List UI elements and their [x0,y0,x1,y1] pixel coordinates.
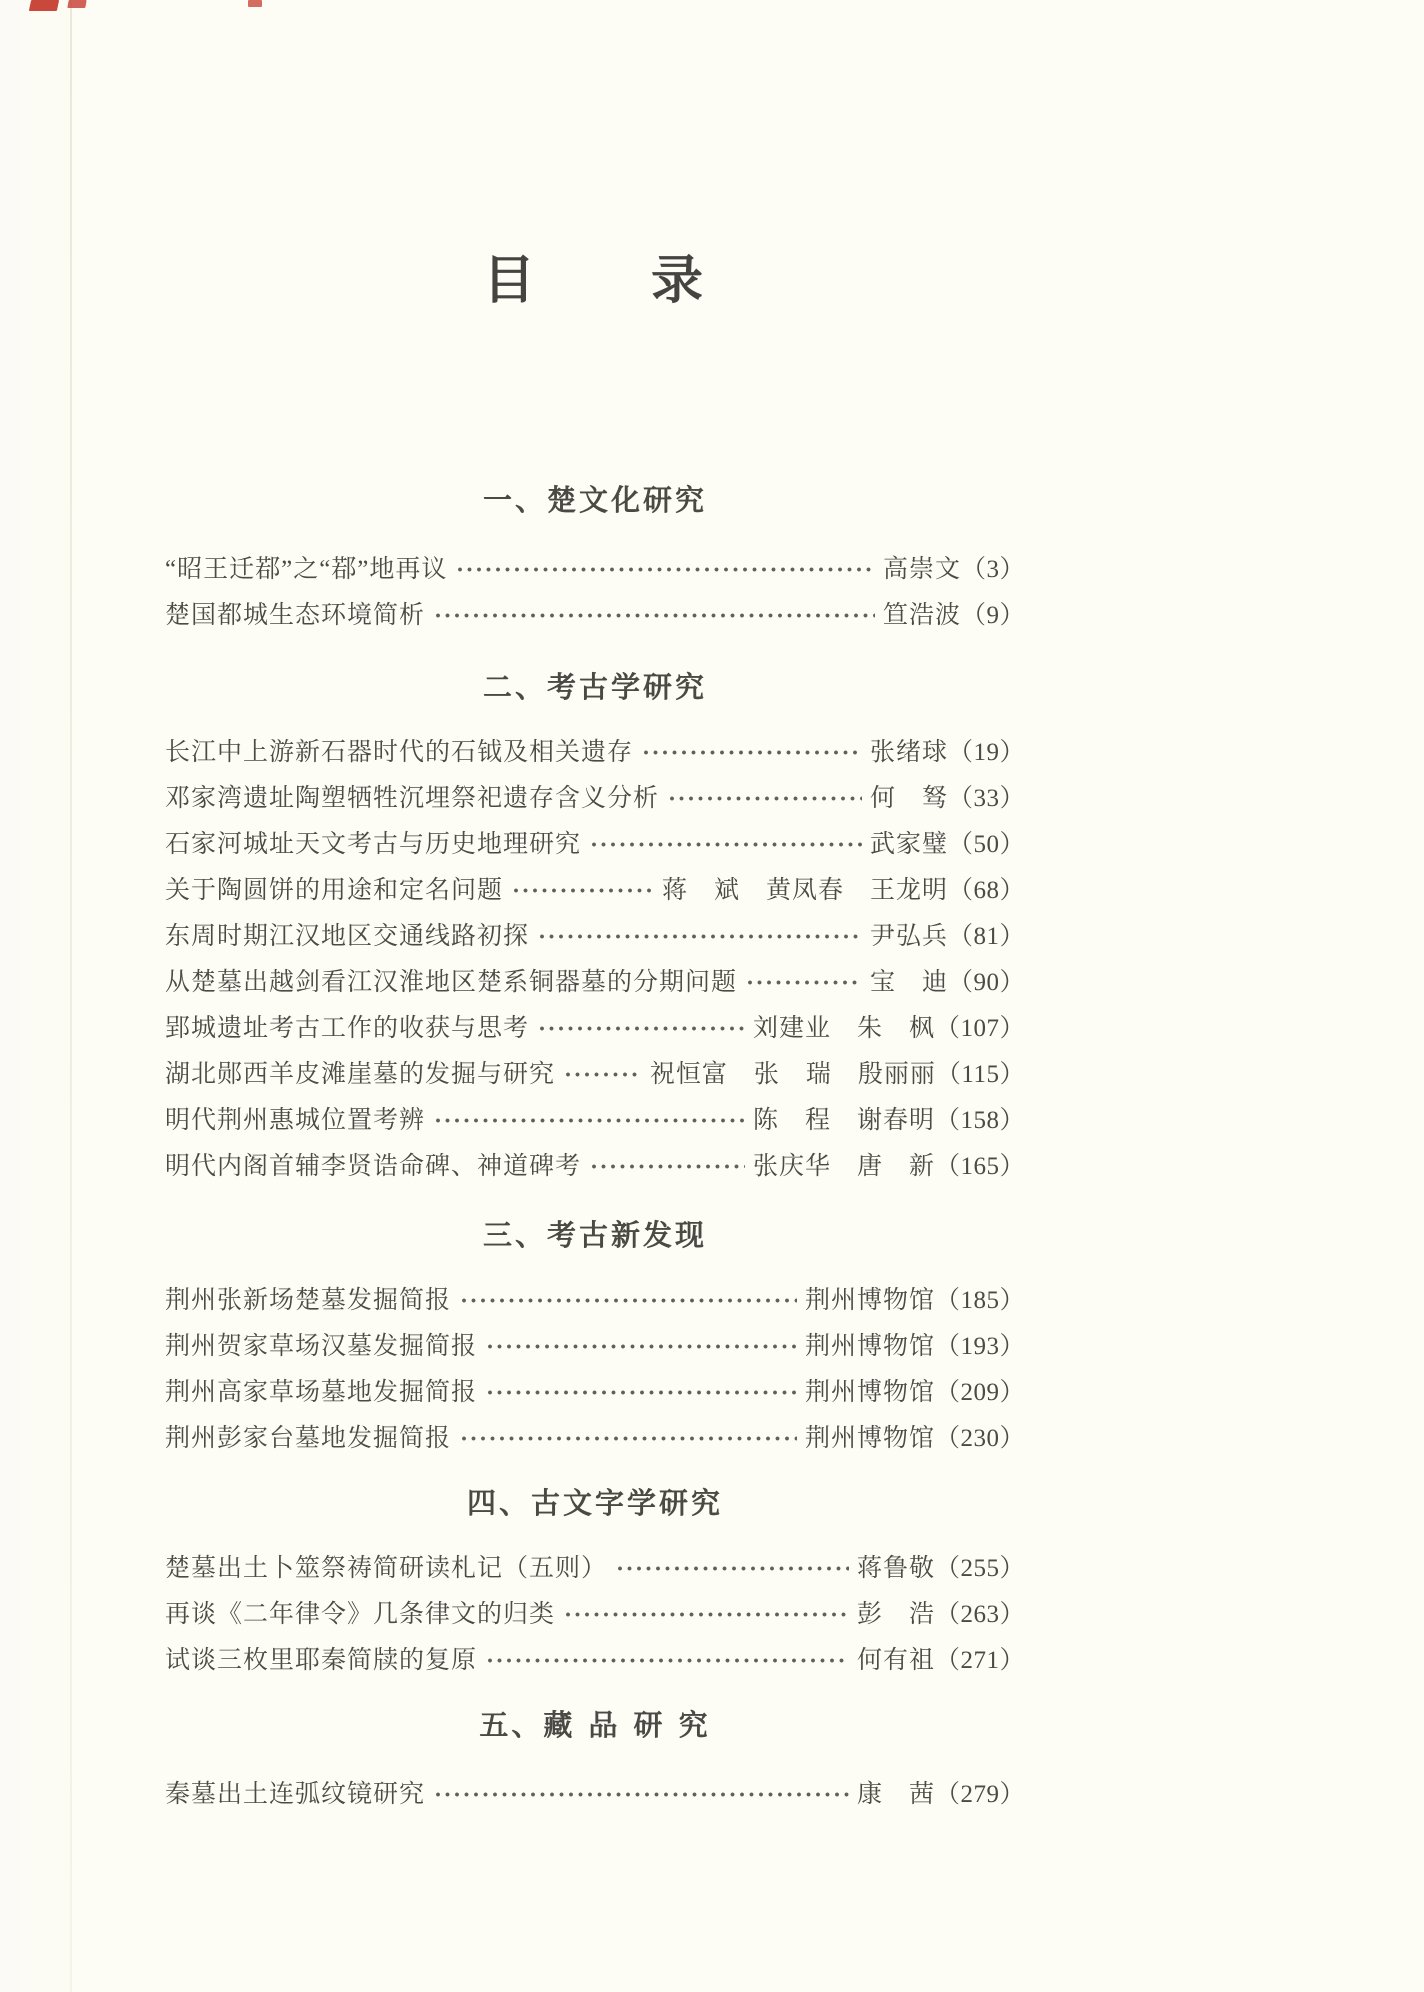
dot-leader [487,1657,849,1665]
toc-section [165,480,1025,636]
section-entries [165,1275,1025,1459]
entry-authors: 尹弘兵 [869,923,948,950]
entry-title: 东周时期江汉地区交通线路初探 [165,923,530,950]
dot-leader [435,612,875,620]
toc-section [165,1705,1025,1815]
entry-page-number: （68） [947,877,1025,904]
toc-entry [165,1367,1025,1413]
toc-entry [165,1095,1025,1141]
section-heading: 四、古文字学研究 [466,1486,723,1520]
toc-entry [165,1413,1025,1459]
entry-authors: 康 茜 [856,1781,935,1808]
toc-entry [165,1003,1025,1049]
entry-authors: 陈 程 谢春明 [752,1107,935,1134]
dot-leader [435,1791,849,1799]
entry-title: 从楚墓出越剑看江汉淮地区楚系铜器墓的分期问题 [165,969,738,996]
entry-page-number: （193） [934,1333,1025,1360]
toc-entry [165,544,1025,590]
section-entries [165,1543,1025,1681]
dot-leader [487,1343,797,1351]
dot-leader [461,1435,797,1443]
dot-leader [435,1117,745,1125]
section-heading: 五、藏 品 研 究 [479,1708,711,1742]
toc-entry [165,590,1025,636]
toc-entry [165,911,1025,957]
entry-page-number: （3） [960,556,1025,583]
entry-page-number: （279） [934,1781,1025,1808]
toc-entry [165,957,1025,1003]
entry-page-number: （263） [934,1601,1025,1628]
entry-title: 湖北郧西羊皮滩崖墓的发掘与研究 [165,1061,556,1088]
dot-leader [617,1565,849,1573]
entry-title: 荆州彭家台墓地发掘简报 [165,1425,452,1452]
section-entries [165,727,1025,1187]
entry-authors: 武家璧 [869,831,948,858]
entry-authors: 荆州博物馆 [804,1287,935,1314]
entry-authors: 笪浩波 [882,602,961,629]
toc-entry [165,1635,1025,1681]
toc-entry [165,1769,1025,1815]
entry-title: 石家河城址天文考古与历史地理研究 [165,831,582,858]
toc-entry [165,1589,1025,1635]
page-title: 目 录 [482,253,707,310]
toc-entry [165,819,1025,865]
section-entries [165,1769,1025,1815]
entry-authors: 刘建业 朱 枫 [752,1015,935,1042]
entry-title: 郢城遗址考古工作的收获与思考 [165,1015,530,1042]
entry-title: 楚墓出土卜筮祭祷简研读札记（五则） [165,1555,608,1582]
entry-title: 明代荆州惠城位置考辨 [165,1107,426,1134]
dot-leader [539,1025,745,1033]
toc-section [165,1215,1025,1459]
toc-sections [165,480,1025,1815]
entry-page-number: （19） [947,739,1025,766]
dot-leader [513,887,654,895]
dot-leader [591,1163,745,1171]
toc-entry [165,1275,1025,1321]
entry-page-number: （107） [934,1015,1025,1042]
entry-authors: 蒋鲁敬 [856,1555,935,1582]
entry-page-number: （185） [934,1287,1025,1314]
entry-page-number: （158） [934,1107,1025,1134]
dot-leader [539,933,862,941]
entry-authors: 荆州博物馆 [804,1333,935,1360]
dot-leader [643,749,862,757]
scan-page-edge-strip [0,0,70,1992]
entry-title: 楚国都城生态环境简析 [165,602,426,629]
entry-authors: 荆州博物馆 [804,1379,935,1406]
dot-leader [461,1297,797,1305]
dot-leader [487,1389,797,1397]
toc-entry [165,1141,1025,1187]
entry-authors: 蒋 斌 黄凤春 王龙明 [661,877,948,904]
entry-title: 荆州张新场楚墓发掘简报 [165,1287,452,1314]
section-heading: 一、楚文化研究 [482,483,707,517]
toc-page [165,0,1025,1815]
entry-page-number: （115） [935,1061,1025,1088]
entry-title: 关于陶圆饼的用途和定名问题 [165,877,504,904]
entry-authors: 高崇文 [882,556,961,583]
entry-authors: 祝恒富 张 瑞 殷丽丽 [649,1061,936,1088]
entry-authors: 张绪球 [869,739,948,766]
dot-leader [591,841,862,849]
dot-leader [669,795,862,803]
dot-leader [565,1071,642,1079]
scan-artifact-red-mark [67,0,86,8]
entry-page-number: （33） [947,785,1025,812]
dot-leader [457,566,875,574]
entry-title: 明代内阁首辅李贤诰命碑、神道碑考 [165,1153,582,1180]
entry-title: 再谈《二年律令》几条律文的归类 [165,1601,556,1628]
entry-authors: 张庆华 唐 新 [752,1153,935,1180]
entry-page-number: （271） [934,1647,1025,1674]
entry-authors: 彭 浩 [856,1601,935,1628]
toc-entry [165,1321,1025,1367]
dot-leader [747,979,862,987]
entry-page-number: （209） [934,1379,1025,1406]
entry-page-number: （50） [947,831,1025,858]
section-entries [165,544,1025,636]
entry-authors: 何 驽 [869,785,948,812]
entry-title: 秦墓出土连弧纹镜研究 [165,1781,426,1808]
entry-title: “昭王迁鄀”之“鄀”地再议 [165,556,448,583]
entry-authors: 荆州博物馆 [804,1425,935,1452]
section-heading: 三、考古新发现 [482,1218,707,1252]
scan-artifact-red-mark [29,0,59,11]
entry-title: 试谈三枚里耶秦简牍的复原 [165,1647,478,1674]
entry-page-number: （9） [960,602,1025,629]
toc-entry [165,727,1025,773]
entry-title: 荆州贺家草场汉墓发掘简报 [165,1333,478,1360]
entry-page-number: （165） [934,1153,1025,1180]
entry-title: 长江中上游新石器时代的石钺及相关遗存 [165,739,634,766]
section-heading: 二、考古学研究 [482,670,707,704]
toc-section [165,667,1025,1187]
entry-page-number: （255） [934,1555,1025,1582]
scan-page-crease [70,0,72,1992]
entry-authors: 宝 迪 [869,969,948,996]
entry-title: 荆州高家草场墓地发掘简报 [165,1379,478,1406]
entry-page-number: （90） [947,969,1025,996]
toc-entry [165,865,1025,911]
toc-section [165,1483,1025,1681]
toc-entry [165,1543,1025,1589]
toc-entry [165,1049,1025,1095]
entry-page-number: （81） [947,923,1025,950]
dot-leader [565,1611,849,1619]
entry-title: 邓家湾遗址陶塑牺牲沉埋祭祀遗存含义分析 [165,785,660,812]
entry-page-number: （230） [934,1425,1025,1452]
entry-authors: 何有祖 [856,1647,935,1674]
toc-entry [165,773,1025,819]
